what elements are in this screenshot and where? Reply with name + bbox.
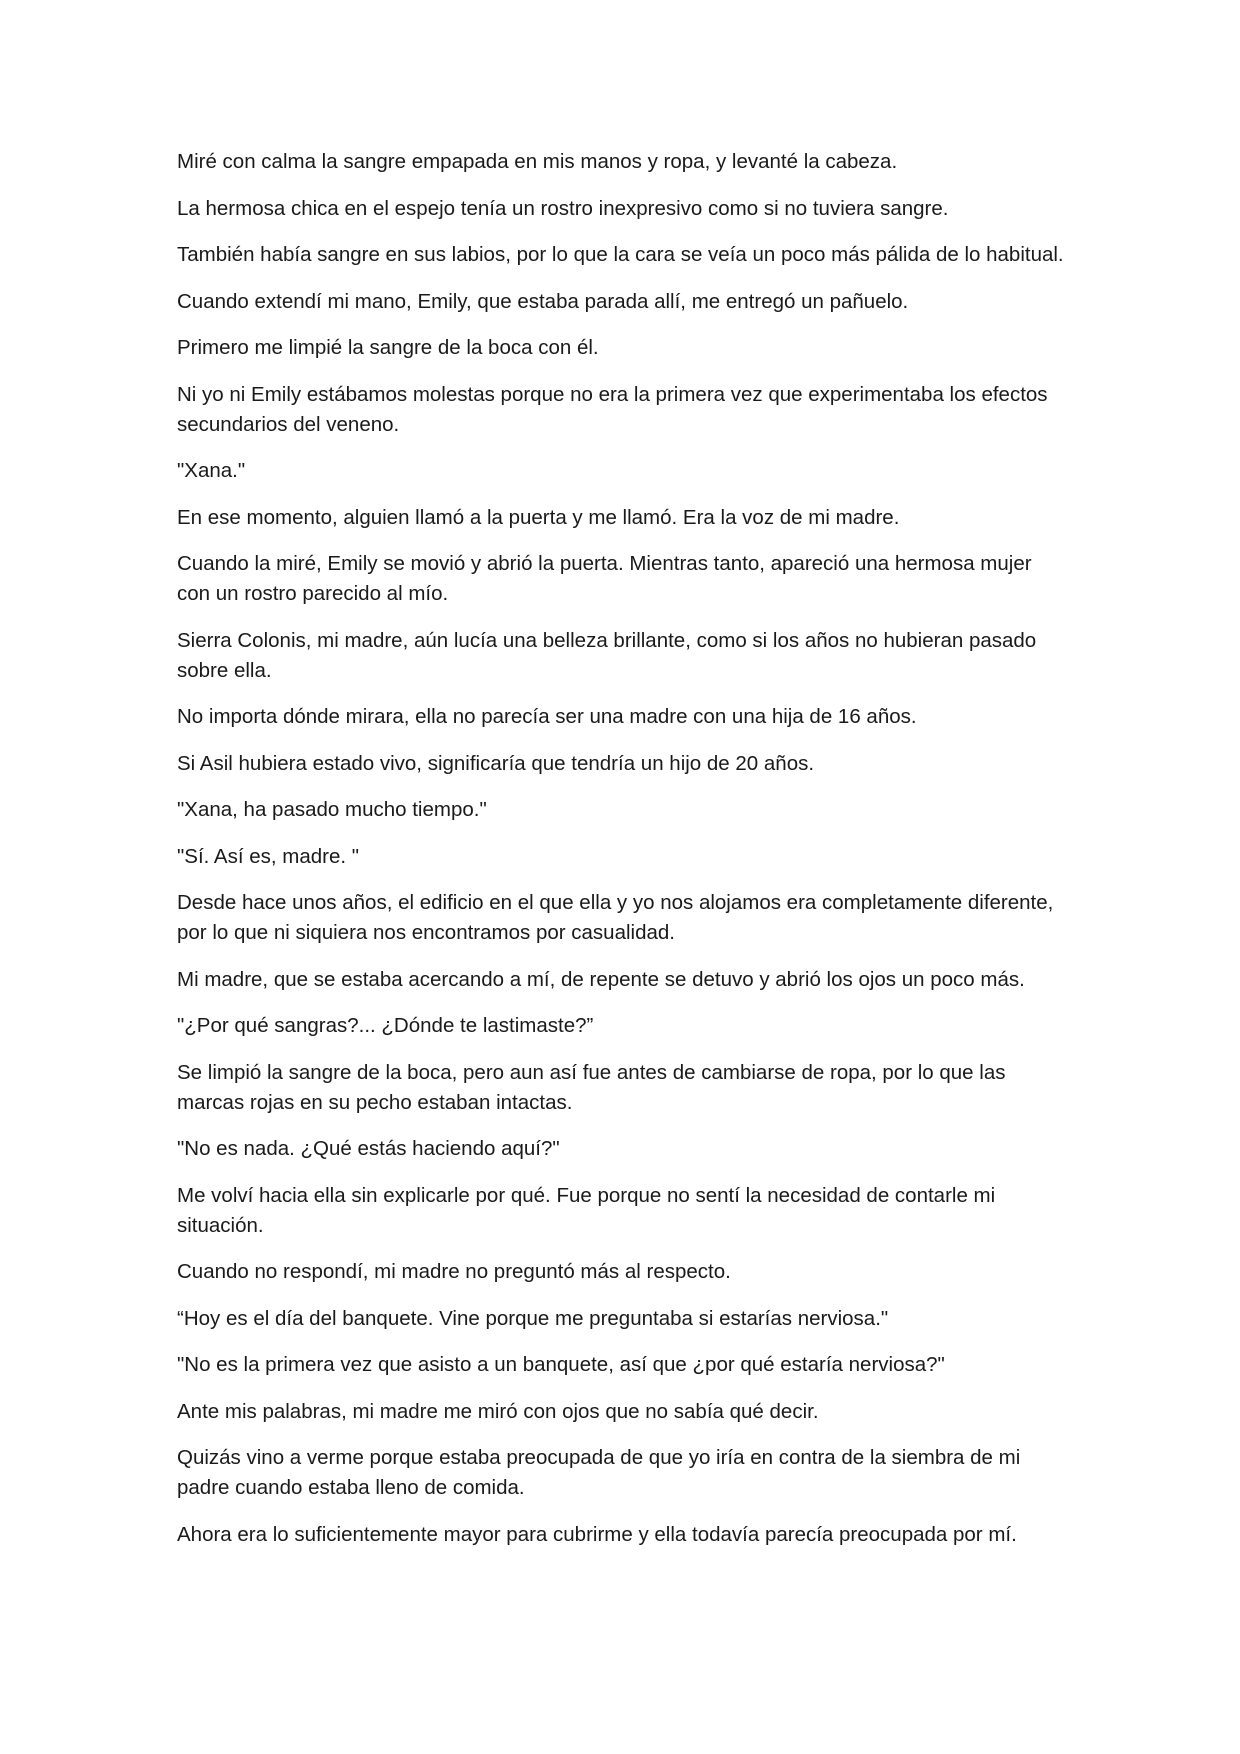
paragraph: Mi madre, que se estaba acercando a mí, de repente se detuvo y abrió los ojos un poco más. [177, 967, 1025, 991]
paragraph: Ante mis palabras, mi madre me miró con ojos que no sabía qué decir. [177, 1399, 819, 1423]
paragraph: "Xana, ha pasado mucho tiempo." [177, 798, 487, 821]
paragraph: “Hoy es el día del banquete. Vine porque me preguntaba si estarías nerviosa." [177, 1306, 889, 1330]
paragraph: La hermosa chica en el espejo tenía un rostro inexpresivo como si no tuviera sangre. [177, 196, 949, 220]
paragraph: Cuando la miré, Emily se movió y abrió la puerta. Mientras tanto, apareció una hermosa mujer con un rostro parecido al mío. [177, 552, 1032, 605]
paragraph: Miré con calma la sangre empapada en mis manos y ropa, y levanté la cabeza. [177, 150, 898, 173]
paragraph: Cuando no respondí, mi madre no preguntó más al respecto. [177, 1260, 731, 1283]
paragraph: Ni yo ni Emily estábamos molestas porque no era la primera vez que experimentaba los efectos secundarios del veneno. [177, 382, 1048, 436]
paragraph: "Xana." [177, 459, 246, 482]
document-body [177, 147, 1069, 1566]
paragraph: Primero me limpié la sangre de la boca con él. [177, 336, 599, 359]
paragraph: Sierra Colonis, mi madre, aún lucía una belleza brillante, como si los años no hubieran pasado sobre ella. [177, 628, 1037, 682]
paragraph: "¿Por qué sangras?... ¿Dónde te lastimaste?” [177, 1014, 594, 1037]
paragraph: "No es la primera vez que asisto a un banquete, así que ¿por qué estaría nerviosa?" [177, 1353, 945, 1376]
paragraph: Se limpió la sangre de la boca, pero aun así fue antes de cambiarse de ropa, por lo que las marcas rojas en su pecho estaban intactas. [177, 1060, 1006, 1114]
paragraph: Quizás vino a verme porque estaba preocupada de que yo iría en contra de la siembra de mi padre cuando estaba lleno de comida. [177, 1446, 1021, 1499]
paragraph: "Sí. Así es, madre. " [177, 844, 360, 868]
paragraph: Cuando extendí mi mano, Emily, que estaba parada allí, me entregó un pañuelo. [177, 289, 909, 313]
paragraph: Ahora era lo suficientemente mayor para cubrirme y ella todavía parecía preocupada por mí. [177, 1522, 1017, 1546]
paragraph: No importa dónde mirara, ella no parecía ser una madre con una hija de 16 años. [177, 705, 917, 728]
paragraph: Si Asil hubiera estado vivo, significaría que tendría un hijo de 20 años. [177, 751, 815, 775]
paragraph: Desde hace unos años, el edificio en el que ella y yo nos alojamos era completamente diferente, por lo que ni siquiera nos encontramos por casualidad. [177, 891, 1054, 944]
paragraph: "No es nada. ¿Qué estás haciendo aquí?" [177, 1137, 560, 1160]
paragraph: En ese momento, alguien llamó a la puerta y me llamó. Era la voz de mi madre. [177, 505, 900, 529]
paragraph: Me volví hacia ella sin explicarle por qué. Fue porque no sentí la necesidad de contarle mi situación. [177, 1183, 996, 1237]
paragraph: También había sangre en sus labios, por lo que la cara se veía un poco más pálida de lo habitual. [177, 243, 1064, 266]
